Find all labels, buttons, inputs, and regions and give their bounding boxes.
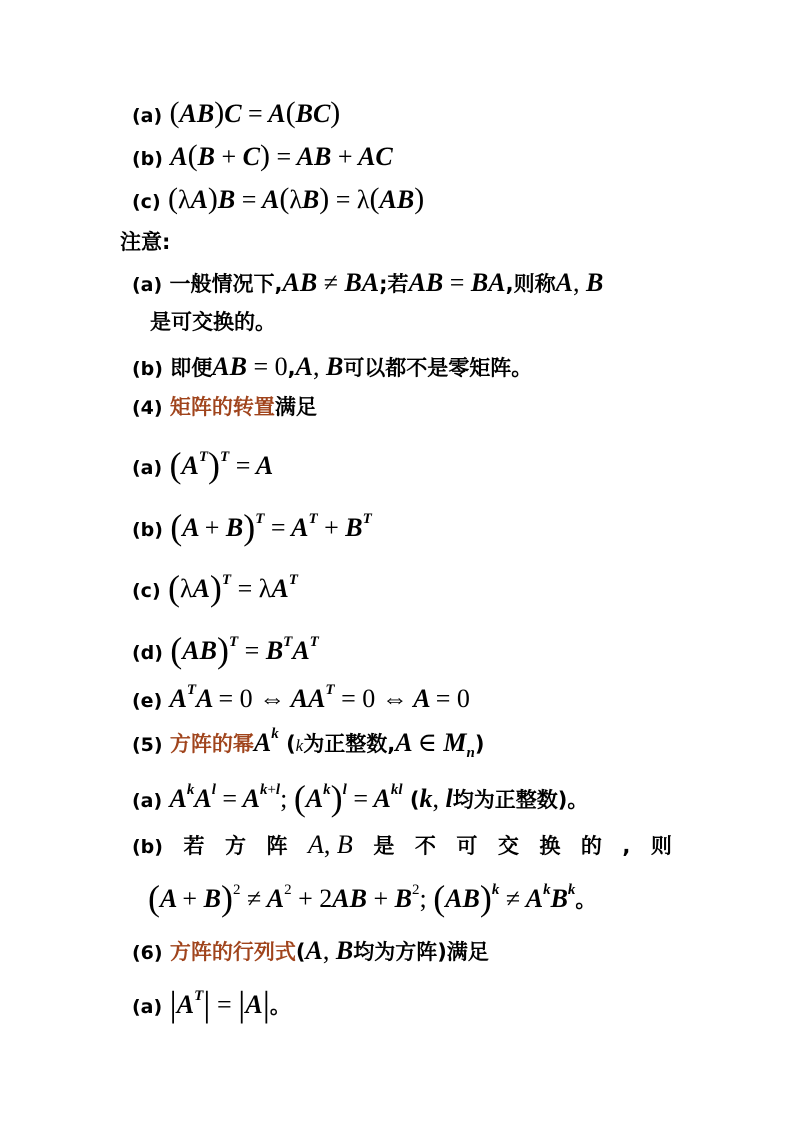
section-6-heading bbox=[132, 938, 489, 964]
item-label: (a) bbox=[132, 274, 163, 296]
formula-a-b: A, B bbox=[308, 830, 353, 859]
section-6-text-2: 均为方阵)满足 bbox=[353, 940, 489, 964]
property-a-associative bbox=[132, 98, 340, 128]
word: 的 bbox=[580, 834, 602, 858]
note-b bbox=[132, 354, 532, 380]
word: 是 bbox=[373, 834, 395, 858]
formula-scalar: (λA)B = A(λB) = λ(AB) bbox=[167, 182, 425, 215]
formula-power-inequalities: $(A + B)^2 \ne A^2 + 2AB + B^2$; $(AB)^k \ne A^kB^k$ bbox=[148, 878, 576, 918]
item-label: (b) bbox=[132, 358, 163, 380]
power-b bbox=[132, 832, 672, 858]
formula-det-transpose: $|A^T| = |A|$ bbox=[169, 984, 270, 1024]
formula-a-k: $A^k$ bbox=[253, 726, 279, 757]
power-term: 方阵的幂 bbox=[169, 732, 254, 756]
note-b-text-2: , bbox=[287, 356, 296, 380]
formula-a-b: A, B bbox=[555, 268, 604, 297]
power-a-text-1: ( bbox=[409, 788, 420, 812]
property-c-scalar bbox=[132, 184, 424, 214]
word: 不 bbox=[414, 834, 436, 858]
note-a-cont-text: 是可交换的。 bbox=[150, 310, 276, 334]
note-a-text-3: ,则称 bbox=[505, 272, 556, 296]
section-5-text-1: ( bbox=[286, 732, 296, 756]
note-a bbox=[132, 270, 603, 296]
section-5-text-2: 为正整数, bbox=[303, 732, 396, 756]
formula-ab-zero: AB = 0 bbox=[212, 352, 288, 381]
item-label: (a) bbox=[132, 457, 163, 479]
power-a-text-2: 均为正整数)。 bbox=[452, 788, 589, 812]
item-label: (a) bbox=[132, 105, 163, 127]
formula-transpose-sum: $(A + B)^T = A^T + B^T$ bbox=[170, 507, 372, 547]
power-a bbox=[132, 780, 588, 816]
formula-double-transpose: $(A^T)^T = A$ bbox=[169, 445, 274, 485]
word: 换 bbox=[539, 834, 561, 858]
item-label: (c) bbox=[132, 191, 161, 213]
formula-a-in-mn: A ∈ $M_n$ bbox=[395, 728, 475, 761]
formula-distributive: A(B + C) = AB + AC bbox=[170, 139, 393, 172]
formula-transpose-scalar: $(\lambda A)^T = \lambda A^T$ bbox=[167, 568, 298, 608]
formula-noncommute: AB ≠ BA bbox=[282, 268, 380, 297]
formula-a-b: A, B bbox=[295, 352, 344, 381]
note-text: 注意: bbox=[120, 230, 171, 254]
var-k: k bbox=[295, 736, 304, 755]
word: , bbox=[622, 834, 631, 858]
item-label: (5) bbox=[132, 734, 163, 756]
section-5-text-3: ) bbox=[474, 732, 485, 756]
transpose-a bbox=[132, 447, 273, 483]
transpose-b bbox=[132, 509, 372, 545]
word: 则 bbox=[650, 834, 672, 858]
property-b-distributive bbox=[132, 141, 393, 171]
word: 方 bbox=[225, 834, 246, 858]
item-label: (b) bbox=[132, 836, 163, 858]
note-heading bbox=[120, 232, 170, 253]
item-label: (b) bbox=[132, 148, 163, 170]
word: 阵 bbox=[266, 834, 288, 858]
note-a-text-1: 一般情况下, bbox=[169, 272, 283, 296]
item-label: (b) bbox=[132, 519, 163, 541]
power-b-formulas bbox=[148, 880, 596, 916]
transpose-d bbox=[132, 632, 319, 668]
word: 交 bbox=[497, 834, 519, 858]
item-label: (4) bbox=[132, 397, 163, 419]
period: 。 bbox=[575, 888, 597, 912]
period: 。 bbox=[269, 994, 291, 1018]
item-label: (d) bbox=[132, 642, 163, 664]
formula-power-rules: $A^kA^l = A^{k+l}$; $(A^k)^l = A^{kl}$ bbox=[169, 778, 403, 818]
note-a-text-2: ;若 bbox=[379, 272, 409, 296]
section-4-text: 满足 bbox=[274, 395, 317, 419]
word: 可 bbox=[456, 834, 478, 858]
section-4-heading bbox=[132, 397, 317, 418]
determinant-term: 方阵的行列式 bbox=[169, 940, 296, 964]
note-a-continued bbox=[150, 312, 276, 333]
note-b-text-3: 可以都不是零矩阵。 bbox=[343, 356, 533, 380]
note-b-text-1: 即便 bbox=[170, 356, 213, 380]
formula-transpose-zero: $A^TA = 0$ ⇔ $AA^T = 0$ ⇔ A = 0 bbox=[169, 682, 470, 713]
transpose-term: 矩阵的转置 bbox=[169, 395, 275, 419]
determinant-a bbox=[132, 986, 291, 1022]
item-label: (c) bbox=[132, 580, 161, 602]
item-label: (a) bbox=[132, 790, 163, 812]
section-6-text-1: ( bbox=[295, 940, 306, 964]
section-5-heading bbox=[132, 726, 485, 761]
formula-k-l: k, l bbox=[419, 784, 453, 813]
formula-transpose-product: $(AB)^T = B^TA^T$ bbox=[170, 630, 319, 670]
transpose-e bbox=[132, 682, 470, 713]
formula-commute: AB = BA bbox=[408, 268, 506, 297]
transpose-c bbox=[132, 570, 298, 606]
item-label: (6) bbox=[132, 942, 163, 964]
formula-a-b: A, B bbox=[305, 936, 354, 965]
item-label: (a) bbox=[132, 996, 163, 1018]
word: 若 bbox=[183, 834, 205, 858]
formula-associative: (AB)C = A(BC) bbox=[169, 96, 341, 129]
item-label: (e) bbox=[132, 690, 163, 712]
